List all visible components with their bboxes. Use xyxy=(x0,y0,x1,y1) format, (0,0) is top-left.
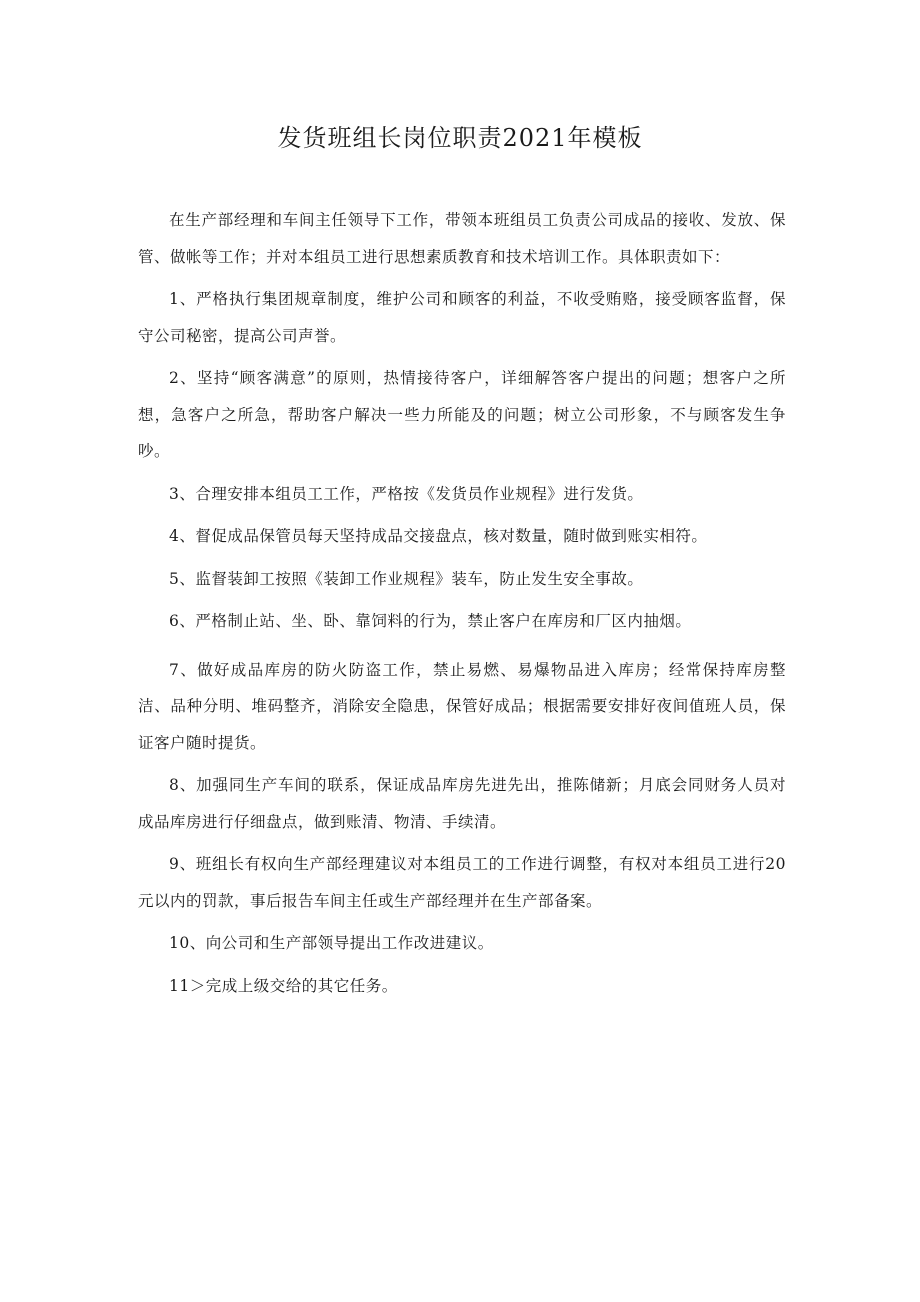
duty-item-9: 9、班组长有权向生产部经理建议对本组员工的工作进行调整，有权对本组员工进行20元以内的罚款，事后报告车间主任或生产部经理并在生产部备案。 xyxy=(138,855,786,910)
duty-item-4: 4、督促成品保管员每天坚持成品交接盘点，核对数量，随时做到账实相符。 xyxy=(169,527,708,545)
duty-item-5: 5、监督装卸工按照《装卸工作业规程》装车，防止发生安全事故。 xyxy=(169,569,644,588)
duty-item-3: 3、合理安排本组员工工作，严格按《发货员作业规程》进行发货。 xyxy=(169,484,644,503)
duty-item-6: 6、严格制止站、坐、卧、靠饲料的行为，禁止客户在库房和厂区内抽烟。 xyxy=(169,612,692,630)
duty-item-10: 10、向公司和生产部领导提出工作改进建议。 xyxy=(169,934,494,952)
duty-item-2: 2、坚持“顾客满意”的原则，热情接待客户，详细解答客户提出的问题；想客户之所想，急客户之所急，帮助客户解决一些力所能及的问题；树立公司形象，不与顾客发生争吵。 xyxy=(138,369,786,460)
duty-item-7: 7、做好成品库房的防火防盗工作，禁止易燃、易爆物品进入库房；经常保持库房整洁、品种分明、堆码整齐，消除安全隐患，保管好成品；根据需要安排好夜间值班人员，保证客户随时提货。 xyxy=(138,660,786,752)
duty-item-8: 8、加强同生产车间的联系，保证成品库房先进先出，推陈储新；月底会同财务人员对成品库房进行仔细盘点，做到账清、物清、手续清。 xyxy=(138,776,786,831)
intro-paragraph: 在生产部经理和车间主任领导下工作，带领本班组员工负责公司成品的接收、发放、保管、做帐等工作；并对本组员工进行思想素质教育和技术培训工作。具体职责如下： xyxy=(138,211,786,266)
duty-item-11: 11＞完成上级交给的其它任务。 xyxy=(169,976,398,995)
document-title: 发货班组长岗位职责2021年模板 xyxy=(277,124,643,152)
duty-item-1: 1、严格执行集团规章制度，维护公司和顾客的利益，不收受贿赂，接受顾客监督，保守公司秘密，提高公司声誉。 xyxy=(138,290,786,345)
document-body xyxy=(138,202,786,1004)
